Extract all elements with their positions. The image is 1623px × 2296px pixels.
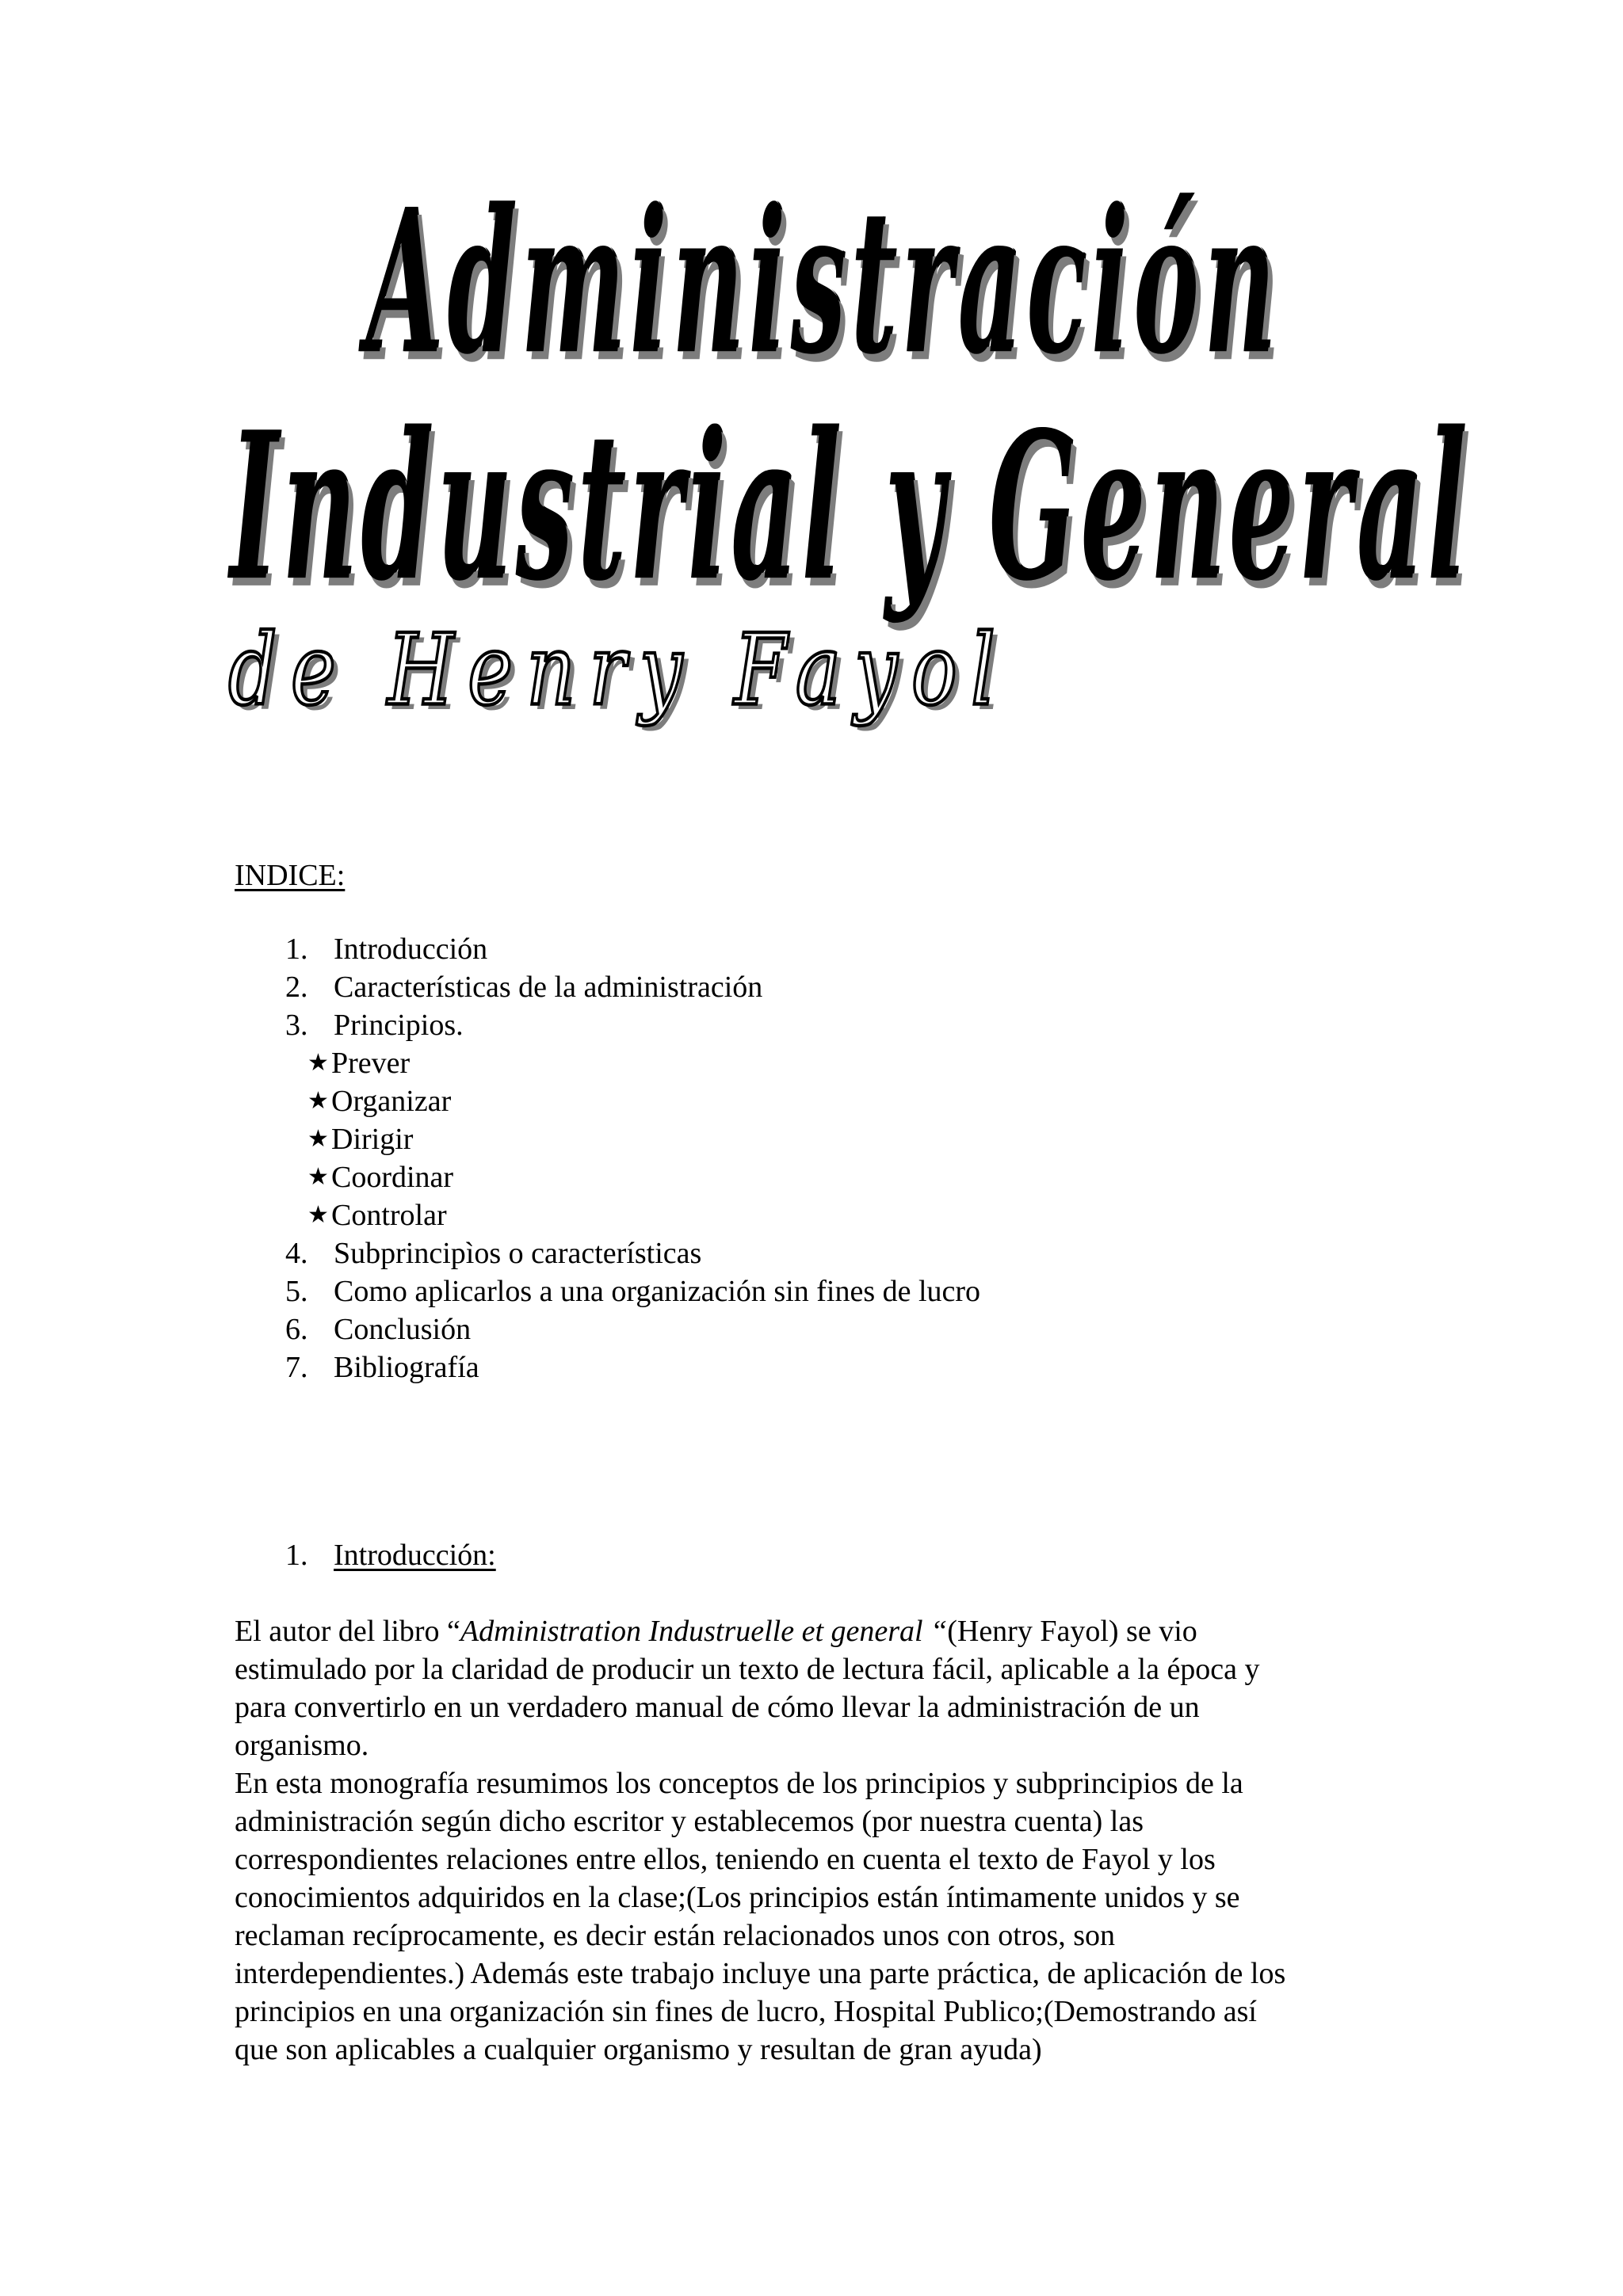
index-item-label: Como aplicarlos a una organización sin fines de lucro	[334, 1275, 981, 1308]
intro-paragraph-2	[235, 1764, 1285, 2069]
index-item-label: Conclusión	[334, 1313, 472, 1346]
star-bullet-icon: ★	[307, 1125, 329, 1153]
index-heading: INDICE:	[235, 859, 346, 892]
paragraph-line: En esta monografía resumimos los conceptos de los principios y subprincipios de la	[235, 1767, 1243, 1800]
paragraph-line: administración según dicho escritor y establecemos (por nuestra cuenta) las	[235, 1805, 1144, 1838]
paragraph-line: para convertirlo en un verdadero manual de cómo llevar la administración de un	[235, 1691, 1200, 1724]
index-item-number: 4.	[285, 1237, 308, 1270]
title-author-line: de Henry Fayol	[228, 614, 1010, 728]
section-number: 1.	[285, 1539, 308, 1572]
index-item-number: 5.	[285, 1275, 308, 1308]
index-subitem-label: Organizar	[331, 1085, 452, 1118]
paragraph-line: interdependientes.) Además este trabajo incluye una parte práctica, de aplicación de los	[235, 1957, 1286, 1990]
index-item-label: Características de la administración	[334, 971, 763, 1004]
text-run: El autor del libro “	[235, 1615, 460, 1648]
intro-paragraph-1	[235, 1612, 1260, 1764]
section-title: Introducción:	[334, 1539, 496, 1572]
index-subitem-label: Coordinar	[331, 1161, 454, 1194]
text-run: (Henry Fayol) se vio	[947, 1615, 1197, 1648]
star-bullet-icon: ★	[307, 1087, 329, 1115]
index-subitem-label: Dirigir	[331, 1123, 414, 1156]
paragraph-line	[235, 1612, 1260, 1650]
index-item-number: 1.	[285, 933, 308, 966]
index-item-label: Principios.	[334, 1009, 464, 1042]
paragraph-line: principios en una organización sin fines de lucro, Hospital Publico;(Demostrando así	[235, 1995, 1257, 2028]
star-bullet-icon: ★	[307, 1163, 329, 1191]
paragraph-line: conocimientos adquiridos en la clase;(Los principios están íntimamente unidos y se	[235, 1881, 1240, 1914]
star-bullet-icon: ★	[307, 1201, 329, 1229]
index-item-number: 2.	[285, 971, 308, 1004]
index-item-number: 3.	[285, 1009, 308, 1042]
book-title: Administration Industruelle et general “	[460, 1615, 948, 1648]
paragraph-line: organismo.	[235, 1729, 369, 1762]
index-item-number: 6.	[285, 1313, 308, 1346]
title-line-2: Industrial y General	[230, 387, 1471, 627]
title-line-1: Administración	[366, 166, 1281, 399]
star-bullet-icon: ★	[307, 1049, 329, 1077]
index-item-label: Subprincipìos o características	[334, 1237, 702, 1270]
index-item-label: Introducción	[334, 933, 488, 966]
index-subitem-label: Prever	[331, 1047, 411, 1080]
paragraph-line: reclaman recíprocamente, es decir están relacionados unos con otros, son	[235, 1919, 1116, 1952]
paragraph-line: estimulado por la claridad de producir un texto de lectura fácil, aplicable a la época y	[235, 1653, 1260, 1686]
index-subitem-label: Controlar	[331, 1199, 447, 1232]
section-heading-introduction	[285, 1536, 496, 1574]
index-item-number: 7.	[285, 1351, 308, 1384]
paragraph-line: que son aplicables a cualquier organismo y resultan de gran ayuda)	[235, 2033, 1042, 2066]
paragraph-line: correspondientes relaciones entre ellos, teniendo en cuenta el texto de Fayol y los	[235, 1843, 1216, 1876]
index-item-label: Bibliografía	[334, 1351, 479, 1384]
